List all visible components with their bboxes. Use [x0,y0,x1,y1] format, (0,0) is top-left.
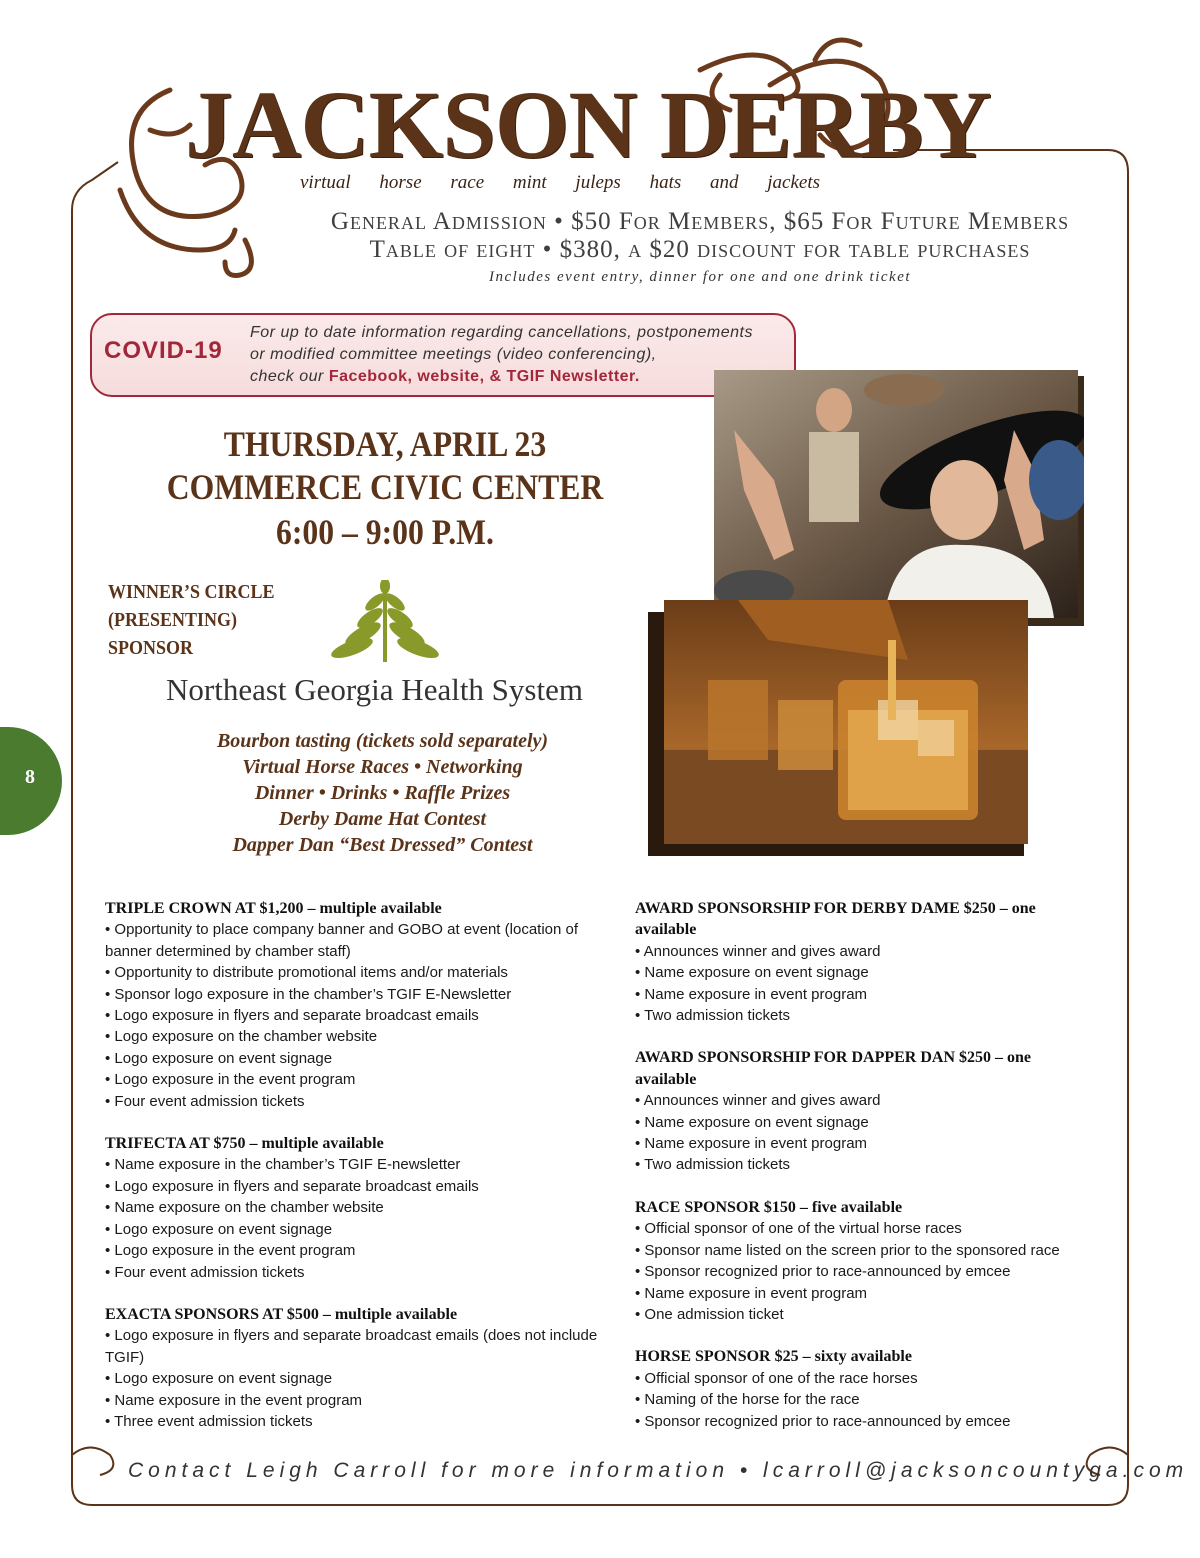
package-item: • Announces winner and gives award [635,942,881,960]
package-dapper-dan [635,1047,1135,1175]
package-item: • Four event admission tickets [105,1263,305,1281]
package-item: • Logo exposure on the chamber website [105,1028,378,1046]
crowd-cheering-photo [714,370,1084,626]
package-item: • Opportunity to distribute promotional items and/or materials [105,964,508,982]
admission-table: Table of eight • $380, a $20 discount for table purchases [369,236,1031,263]
covid-text-prefix: check our [250,368,329,385]
package-item: • Logo exposure in the event program [105,1071,356,1089]
package-item: • Name exposure on event signage [635,964,869,982]
package-item: • Sponsor logo exposure in the chamber’s TGIF E-Newsletter [105,985,512,1003]
covid-text-line: or modified committee meetings (video conferencing), [250,346,657,363]
package-derby-dame [635,898,1135,1026]
package-item: • Sponsor recognized prior to race-announced by emcee [635,1263,1011,1281]
package-item: • Logo exposure in flyers and separate broadcast emails (does not include TGIF) [105,1327,598,1366]
event-date: THURSDAY, APRIL 23 [223,424,547,464]
package-title: AWARD SPONSORSHIP FOR DERBY DAME $250 – one available [635,900,1036,939]
wheat-leaf-logo-icon [330,580,440,664]
contact-line[interactable]: Contact Leigh Carroll for more information • lcarroll@jacksoncountyga.com [128,1459,1189,1482]
package-item: • Name exposure in the chamber’s TGIF E-newsletter [105,1156,461,1174]
package-item: • One admission ticket [635,1305,784,1323]
package-item: • Announces winner and gives award [635,1092,881,1110]
sponsorship-column-right [635,898,1135,1453]
feature-item: Derby Dame Hat Contest [278,808,487,830]
package-item: • Logo exposure on event signage [105,1220,333,1238]
admission-includes: Includes event entry, dinner for one and one drink ticket [488,269,912,285]
bourbon-glass-photo [648,600,1030,858]
package-item: • Name exposure in event program [635,1284,868,1302]
presenting-sponsor-label [108,578,324,662]
package-item: • Logo exposure in the event program [105,1242,356,1260]
package-item: • Name exposure in event program [635,985,868,1003]
event-venue: COMMERCE CIVIC CENTER [166,467,604,507]
package-item: • Two admission tickets [635,1156,791,1174]
package-item: • Logo exposure on event signage [105,1049,333,1067]
tagline-item-race: virtual horse race [300,172,485,193]
package-title: AWARD SPONSORSHIP FOR DAPPER DAN $250 – one available [635,1049,1032,1088]
sponsor-label-line: WINNER’S CIRCLE [108,581,275,603]
package-trifecta [105,1133,615,1283]
package-item: • Four event admission tickets [105,1092,305,1110]
package-title: EXACTA SPONSORS AT $500 – multiple available [105,1305,458,1323]
tagline-item-hats: hats and jackets [649,172,821,193]
package-item: • Opportunity to place company banner and GOBO at event (location of banner determined by chamber staff) [105,921,579,960]
page-number: 8 [25,766,35,788]
admission-general: General Admission • $50 For Members, $65 For Future Members [330,208,1070,235]
package-item: • Logo exposure on event signage [105,1370,333,1388]
package-title: TRIPLE CROWN AT $1,200 – multiple available [105,900,442,917]
feature-item: Bourbon tasting (tickets sold separately) [216,730,549,752]
covid-links[interactable]: Facebook, website, & TGIF Newsletter. [328,368,640,385]
covid-notice-text [250,322,790,388]
event-features [150,728,615,858]
package-title: TRIFECTA AT $750 – multiple available [105,1135,384,1153]
package-item: • Sponsor name listed on the screen prior to the sponsored race [635,1241,1060,1259]
sponsor-label-line: (PRESENTING) SPONSOR [108,609,238,659]
package-item: • Official sponsor of one of the race horses [635,1369,918,1387]
package-item: • Name exposure in event program [635,1135,868,1153]
package-horse-sponsor [635,1346,1135,1432]
tagline-item-juleps: mint juleps [512,172,621,193]
logo-tagline [300,172,821,194]
package-item: • Logo exposure in flyers and separate broadcast emails [105,1177,479,1195]
event-time: 6:00 – 9:00 P.M. [276,512,494,552]
package-item: • Name exposure on event signage [635,1113,869,1131]
package-item: • Sponsor recognized prior to race-announced by emcee [635,1412,1011,1430]
package-item: • Three event admission tickets [105,1412,313,1430]
package-title: RACE SPONSOR $150 – five available [635,1198,903,1216]
covid-label: COVID-19 [104,337,223,364]
package-race-sponsor [635,1197,1135,1325]
package-title: HORSE SPONSOR $25 – sixty available [635,1348,912,1366]
package-item: • Two admission tickets [635,1007,791,1025]
package-triple-crown [105,898,615,1112]
feature-item: Virtual Horse Races • Networking [242,756,523,778]
package-item: • Name exposure in the event program [105,1391,363,1409]
covid-text-line: For up to date information regarding cancellations, postponements [250,324,753,341]
covid-text-line [250,366,790,388]
presenting-sponsor-name: Northeast Georgia Health System [166,672,583,707]
event-logo-title: JACKSON DERBY [185,71,991,178]
feature-item: Dapper Dan “Best Dressed” Contest [232,834,533,856]
package-item: • Official sponsor of one of the virtual horse races [635,1220,962,1238]
sponsorship-column-left [105,898,615,1453]
package-item: • Logo exposure in flyers and separate broadcast emails [105,1007,479,1025]
package-item: • Naming of the horse for the race [635,1391,860,1409]
feature-item: Dinner • Drinks • Raffle Prizes [254,782,511,804]
package-item: • Name exposure on the chamber website [105,1199,384,1217]
package-exacta [105,1304,615,1432]
